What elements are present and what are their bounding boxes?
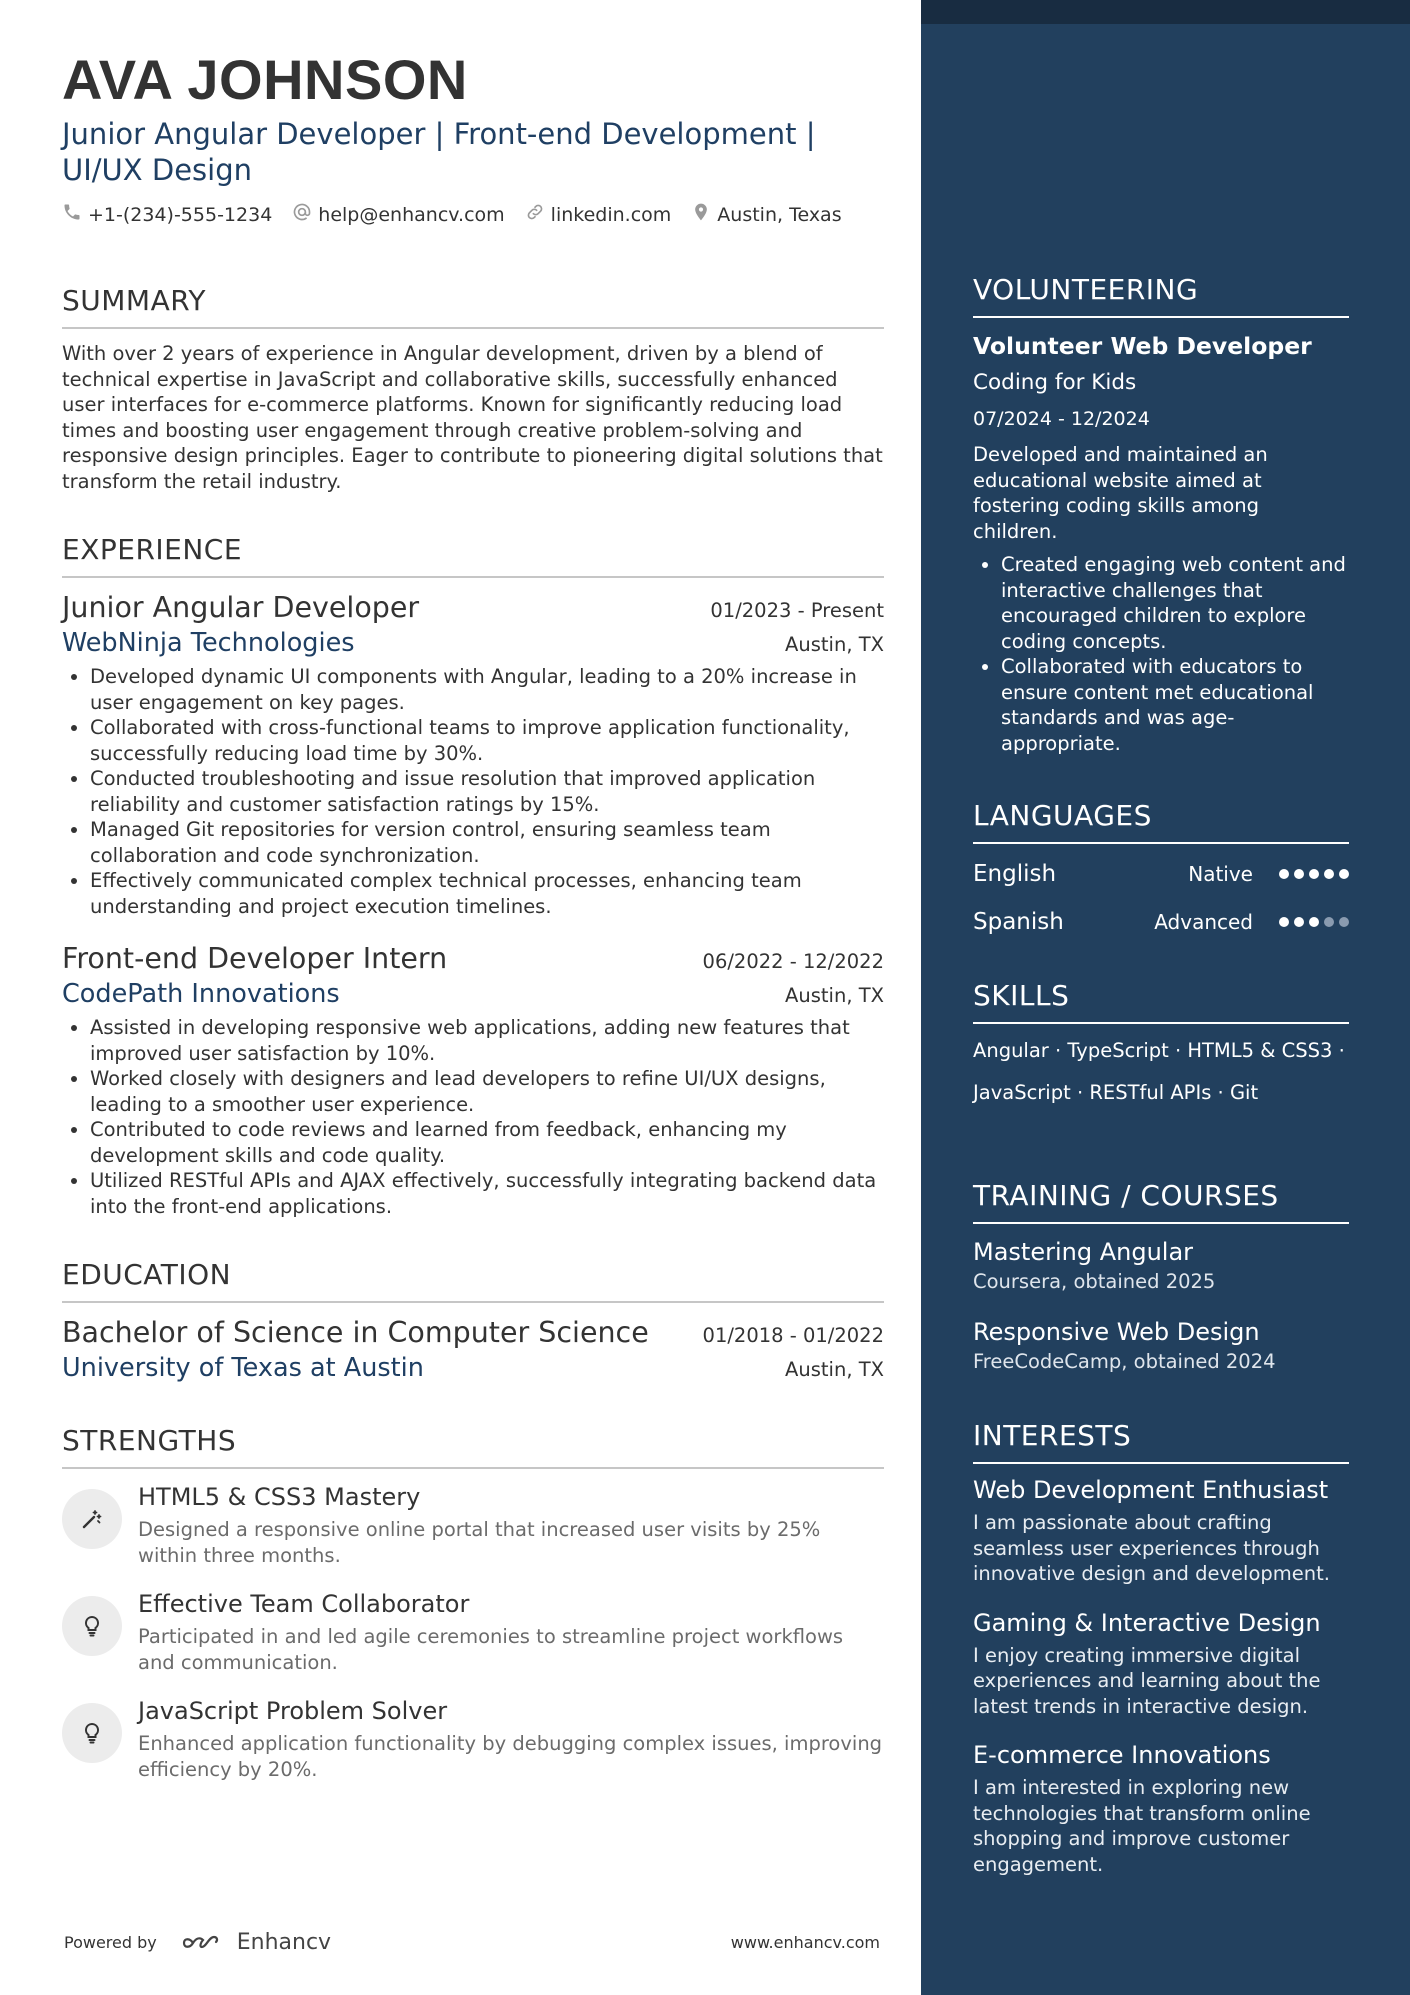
powered-by — [64, 1930, 331, 1955]
location-contact — [691, 202, 841, 227]
volunteer-role: Volunteer Web Developer — [973, 332, 1312, 360]
phone-text[interactable]: +1-(234)-555-1234 — [88, 203, 273, 226]
volunteering-section — [973, 272, 1349, 756]
website-contact — [525, 202, 672, 227]
strength-desc: Participated in and led agile ceremonies to streamline project workflows and communication. — [138, 1625, 844, 1674]
email-contact — [292, 202, 504, 227]
school-name: University of Texas at Austin — [62, 1353, 424, 1383]
job-location: Austin, TX — [785, 984, 884, 1007]
course-item — [973, 1236, 1349, 1296]
volunteering-title: VOLUNTEERING — [973, 272, 1349, 318]
course-title: Responsive Web Design — [973, 1318, 1260, 1346]
rating-dot-filled — [1294, 917, 1304, 927]
skills-section — [973, 978, 1349, 1114]
strength-item — [62, 1481, 884, 1568]
lightbulb-icon — [62, 1703, 122, 1763]
strength-item — [62, 1695, 884, 1782]
job-date: 06/2022 - 12/2022 — [702, 950, 884, 973]
interest-desc: I am passionate about crafting seamless user experiences through innovative design and development. — [973, 1511, 1330, 1585]
rating-dot-filled — [1279, 917, 1289, 927]
summary-section — [62, 283, 884, 494]
rating-dot-filled — [1339, 869, 1349, 879]
bullet-item: • Worked closely with designers and lead developers to refine UI/UX designs, leading to a smoother user experience. — [90, 1066, 884, 1117]
interests-title: INTERESTS — [973, 1418, 1349, 1464]
job-title: Junior Angular Developer — [62, 591, 420, 624]
enhancv-logo-icon — [181, 1931, 229, 1955]
bullet-item: • Created engaging web content and interactive challenges that encouraged children to explore coding concepts. — [1001, 552, 1349, 654]
strengths-section — [62, 1423, 884, 1782]
link-icon — [525, 202, 545, 227]
interest-title: Gaming & Interactive Design — [973, 1608, 1321, 1637]
strength-desc: Enhanced application functionality by debugging complex issues, improving efficiency by 20%. — [138, 1732, 883, 1781]
company-name: WebNinja Technologies — [62, 628, 355, 658]
experience-section — [62, 532, 884, 1219]
at-icon — [292, 202, 312, 227]
bullet-item: • Utilized RESTful APIs and AJAX effectively, successfully integrating backend data into the front-end applications. — [90, 1168, 884, 1219]
strength-desc: Designed a responsive online portal that increased user visits by 25% within three months. — [138, 1518, 821, 1567]
job-title: Front-end Developer Intern — [62, 942, 448, 975]
candidate-name: AVA JOHNSON — [62, 48, 468, 111]
location-text: Austin, Texas — [717, 203, 842, 226]
education-entry — [62, 1315, 884, 1385]
rating-dot-filled — [1324, 869, 1334, 879]
job-location: Austin, TX — [785, 633, 884, 656]
interests-section — [973, 1418, 1349, 1877]
bullet-item: • Effectively communicated complex technical processes, enhancing team understanding and project execution timelines. — [90, 868, 884, 919]
language-rating — [1279, 917, 1349, 927]
volunteer-org: Coding for Kids — [973, 370, 1137, 395]
rating-dot-filled — [1294, 869, 1304, 879]
school-location: Austin, TX — [785, 1358, 884, 1381]
languages-title: LANGUAGES — [973, 798, 1349, 844]
footer-url[interactable]: www.enhancv.com — [730, 1933, 880, 1952]
volunteer-bullets — [973, 552, 1349, 756]
interest-title: Web Development Enthusiast — [973, 1476, 1329, 1504]
magic-wand-icon — [62, 1489, 122, 1549]
volunteer-desc: Developed and maintained an educational website aimed at fostering coding skills among children. — [973, 443, 1268, 543]
rating-dot-filled — [1279, 869, 1289, 879]
interest-item — [973, 1474, 1349, 1587]
language-item — [973, 904, 1349, 940]
job-bullets — [62, 664, 884, 919]
bullet-item: • Collaborated with educators to ensure content met educational standards and was age-appropriate. — [1001, 654, 1349, 756]
website-text[interactable]: linkedin.com — [550, 203, 672, 226]
language-item — [973, 856, 1349, 892]
interest-desc: I am interested in exploring new technologies that transform online shopping and improve customer engagement. — [973, 1776, 1311, 1876]
course-title: Mastering Angular — [973, 1238, 1194, 1266]
training-section — [973, 1178, 1349, 1376]
interest-desc: I enjoy creating immersive digital experiences and learning about the latest trends in interactive design. — [973, 1643, 1321, 1718]
brand-name: Enhancv — [236, 1930, 332, 1955]
education-date: 01/2018 - 01/2022 — [702, 1324, 884, 1347]
summary-text: With over 2 years of experience in Angular development, driven by a blend of technical expertise in JavaScript and collaborative skills, successfully enhanced user interfaces for e-commerce platforms. Known for significantly reducing load times and boosting user engagement through creative problem-solving and responsive design principles. Eager to contribute to pioneering digital solutions that transform the retail industry. — [62, 342, 883, 493]
course-provider: FreeCodeCamp, obtained 2024 — [973, 1350, 1276, 1373]
interest-item — [973, 1607, 1349, 1720]
course-provider: Coursera, obtained 2025 — [973, 1270, 1216, 1293]
interest-title: E-commerce Innovations — [973, 1741, 1271, 1769]
education-title: EDUCATION — [62, 1257, 884, 1303]
headline: Junior Angular Developer | Front-end Development | UI/UX Design — [62, 117, 816, 187]
degree: Bachelor of Science in Computer Science — [62, 1316, 649, 1349]
footer — [64, 1930, 880, 1955]
strength-item — [62, 1588, 884, 1675]
powered-by-label: Powered by — [64, 1933, 157, 1952]
experience-title: EXPERIENCE — [62, 532, 884, 578]
sidebar-content — [973, 272, 1349, 1877]
strengths-title: STRENGTHS — [62, 1423, 884, 1469]
contact-info — [62, 202, 884, 227]
rating-dot-filled — [1309, 917, 1319, 927]
bullet-item: • Conducted troubleshooting and issue resolution that improved application reliability and customer satisfaction ratings by 15%. — [90, 766, 884, 817]
volunteer-date: 07/2024 - 12/2024 — [973, 408, 1150, 430]
language-level: Advanced — [1154, 910, 1253, 934]
education-section — [62, 1257, 884, 1385]
company-name: CodePath Innovations — [62, 979, 340, 1009]
job-entry — [62, 590, 884, 919]
languages-section — [973, 798, 1349, 940]
main-column — [62, 48, 884, 1782]
rating-dot-empty — [1324, 917, 1334, 927]
skills-list: Angular · TypeScript · HTML5 & CSS3 · JavaScript · RESTful APIs · Git — [973, 1039, 1345, 1104]
skills-title: SKILLS — [973, 978, 1349, 1024]
email-text[interactable]: help@enhancv.com — [318, 203, 505, 226]
course-item — [973, 1316, 1349, 1376]
lightbulb-icon — [62, 1596, 122, 1656]
strength-title: JavaScript Problem Solver — [138, 1697, 448, 1725]
rating-dot-empty — [1339, 917, 1349, 927]
interest-item — [973, 1739, 1349, 1877]
training-title: TRAINING / COURSES — [973, 1178, 1349, 1224]
job-date: 01/2023 - Present — [710, 599, 884, 622]
bullet-item: • Contributed to code reviews and learned from feedback, enhancing my development skills and code quality. — [90, 1117, 884, 1168]
job-entry — [62, 941, 884, 1219]
phone-icon — [62, 202, 82, 227]
phone-contact — [62, 202, 272, 227]
language-rating — [1279, 869, 1349, 879]
bullet-item: • Developed dynamic UI components with Angular, leading to a 20% increase in user engagement on key pages. — [90, 664, 884, 715]
bullet-item: • Collaborated with cross-functional teams to improve application functionality, successfully reducing load time by 30%. — [90, 715, 884, 766]
strength-title: HTML5 & CSS3 Mastery — [138, 1483, 421, 1511]
enhancv-logo[interactable] — [181, 1930, 331, 1955]
bullet-item: • Managed Git repositories for version control, ensuring seamless team collaboration and code synchronization. — [90, 817, 884, 868]
rating-dot-filled — [1309, 869, 1319, 879]
location-pin-icon — [691, 202, 711, 227]
summary-title: SUMMARY — [62, 283, 884, 329]
job-bullets — [62, 1015, 884, 1219]
strength-title: Effective Team Collaborator — [138, 1590, 470, 1618]
bullet-item: • Assisted in developing responsive web applications, adding new features that improved user satisfaction by 10%. — [90, 1015, 884, 1066]
language-name: English — [973, 861, 1057, 887]
sidebar-top-band — [921, 0, 1410, 24]
language-name: Spanish — [973, 909, 1064, 935]
language-level: Native — [1188, 862, 1253, 886]
